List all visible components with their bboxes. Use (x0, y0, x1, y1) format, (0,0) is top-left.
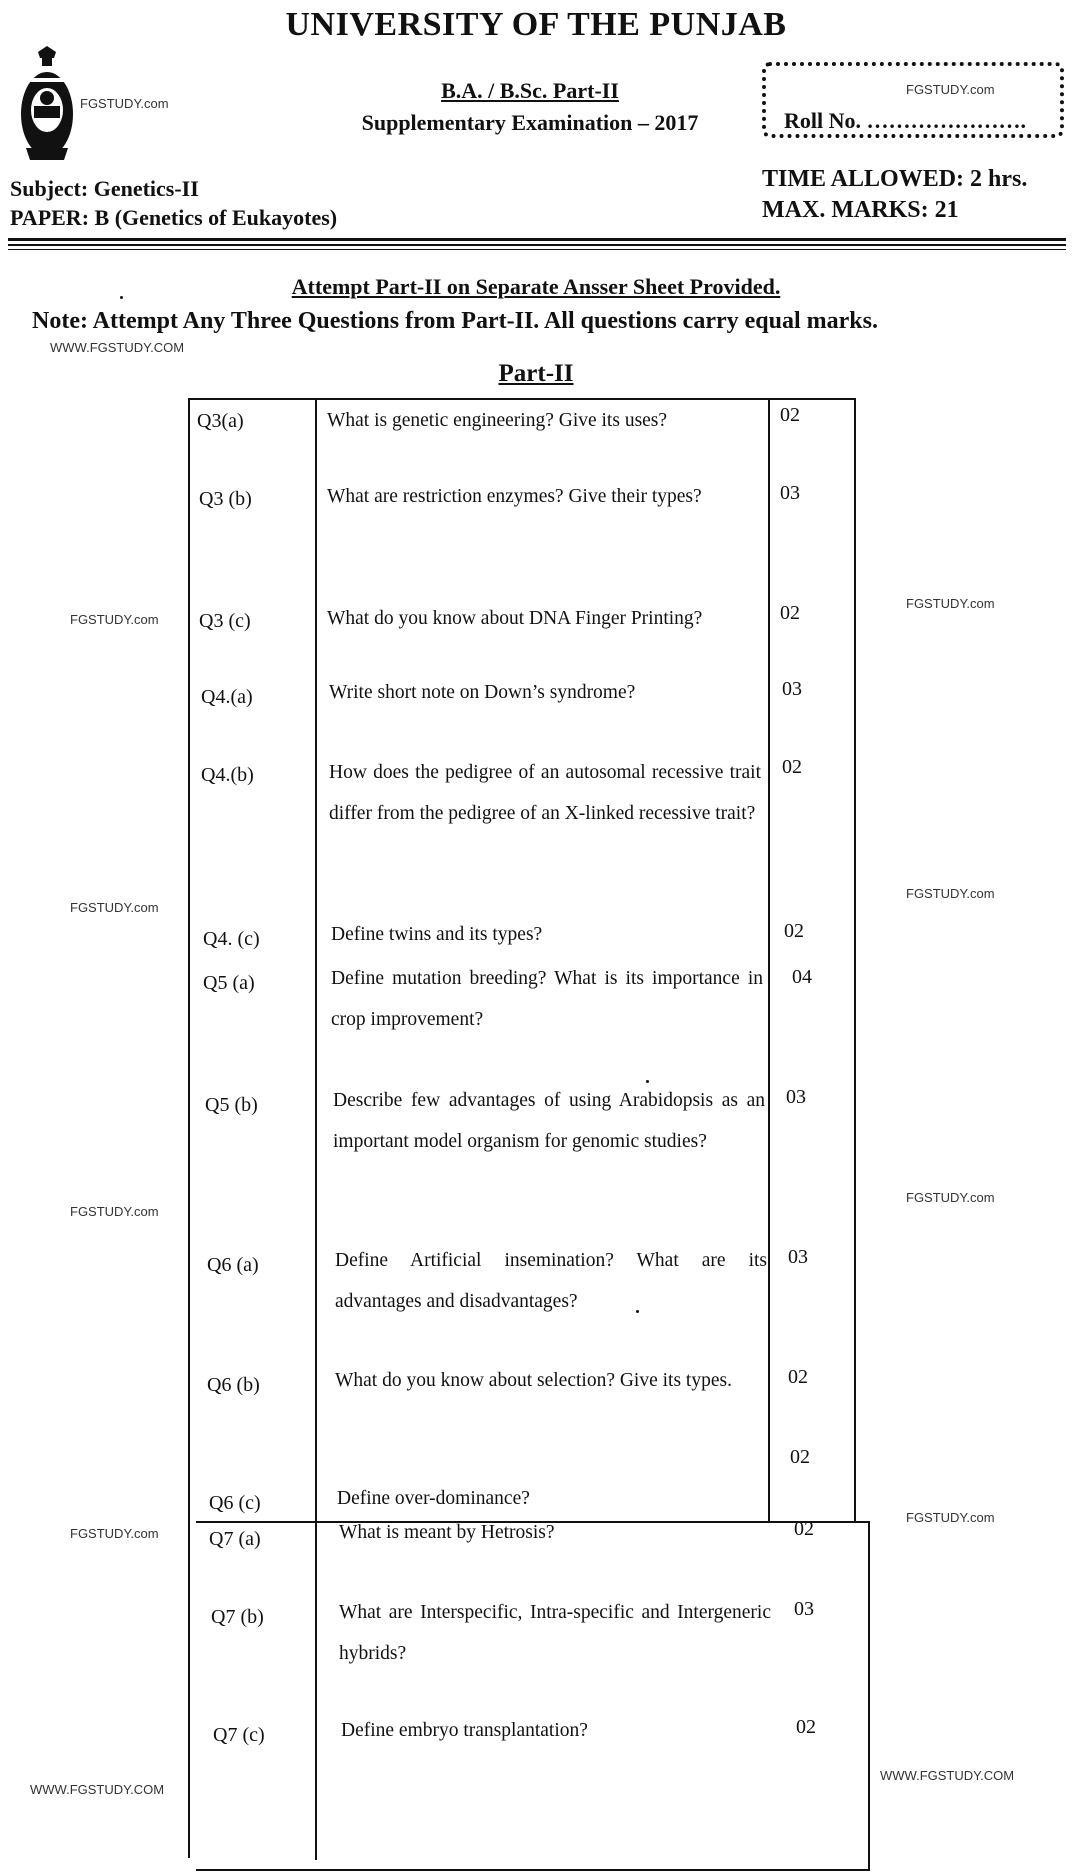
watermark-text: WWW.FGSTUDY.COM (50, 340, 185, 355)
question-number: Q4. (c) (203, 928, 260, 950)
question-number: Q7 (a) (209, 1528, 261, 1550)
table-right-border (854, 398, 856, 1522)
question-marks: 02 (796, 1716, 816, 1738)
question-number: Q4.(a) (201, 686, 253, 708)
watermark-text: FGSTUDY.com (70, 900, 159, 915)
table-bottom-border (196, 1869, 870, 1871)
watermark-text: FGSTUDY.com (80, 96, 169, 111)
question-marks: 02 (790, 1446, 810, 1468)
university-title: UNIVERSITY OF THE PUNJAB (285, 6, 787, 43)
watermark-text: FGSTUDY.com (70, 1526, 159, 1541)
question-text: What are Interspecific, Intra-specific and Intergeneric hybrids? (339, 1602, 771, 1664)
question-number: Q5 (b) (205, 1094, 258, 1116)
table-marks-divider (768, 398, 770, 1522)
watermark-text: FGSTUDY.com (70, 612, 159, 627)
question-text: What do you know about DNA Finger Printing? (327, 608, 703, 629)
question-number: Q3(a) (197, 410, 244, 432)
question-number: Q3 (b) (199, 488, 252, 510)
question-text: Define Artificial insemination? What are its advantages and disadvantages? (335, 1250, 767, 1312)
question-marks: 02 (780, 404, 800, 426)
attempt-instruction: Attempt Part-II on Separate Ansser Sheet Provided. (291, 274, 781, 299)
question-marks: 02 (794, 1518, 814, 1540)
header-divider (8, 244, 1066, 246)
question-marks: 03 (786, 1086, 806, 1108)
question-number: Q4.(b) (201, 764, 254, 786)
university-crest-icon (18, 44, 76, 164)
watermark-text: FGSTUDY.com (906, 596, 995, 611)
question-marks: 02 (788, 1366, 808, 1388)
part-title: Part-II (498, 360, 574, 387)
watermark-text: FGSTUDY.com (906, 886, 995, 901)
question-text: What is genetic engineering? Give its uses? (327, 410, 668, 431)
question-marks: 03 (788, 1246, 808, 1268)
question-text: What do you know about selection? Give its types. (335, 1370, 732, 1391)
exam-title: Supplementary Examination – 2017 (361, 110, 699, 135)
question-number: Q3 (c) (199, 610, 251, 632)
question-number: Q7 (c) (213, 1724, 265, 1746)
question-number: Q6 (b) (207, 1374, 260, 1396)
question-text: Write short note on Down’s syndrome? (329, 682, 636, 703)
time-allowed: TIME ALLOWED: 2 hrs. (762, 166, 1028, 192)
table-number-divider (315, 398, 317, 1860)
question-number: Q6 (c) (209, 1492, 261, 1514)
paper-label: PAPER: B (Genetics of Eukayotes) (10, 205, 338, 230)
class-title: B.A. / B.Sc. Part-II (441, 78, 619, 103)
watermark-text: FGSTUDY.com (906, 1510, 995, 1525)
watermark-text: FGSTUDY.com (906, 1190, 995, 1205)
note-instruction: Note: Attempt Any Three Questions from Part-II. All questions carry equal marks. (32, 308, 878, 334)
question-text: How does the pedigree of an autosomal recessive trait differ from the pedigree of an X-linked recessive trait? (329, 762, 761, 824)
question-number: Q5 (a) (203, 972, 255, 994)
question-text: Describe few advantages of using Arabidopsis as an important model organism for genomic studies? (333, 1090, 765, 1152)
header-divider (8, 249, 1066, 250)
question-marks: 03 (780, 482, 800, 504)
watermark-text: FGSTUDY.com (70, 1204, 159, 1219)
subject-label: Subject: Genetics-II (10, 176, 199, 201)
question-text: What are restriction enzymes? Give their types? (327, 486, 702, 507)
question-marks: 02 (780, 602, 800, 624)
question-text: Define embryo transplantation? (341, 1720, 588, 1741)
question-text: Define twins and its types? (331, 924, 543, 945)
question-marks: 03 (794, 1598, 814, 1620)
table-lower-right-border (868, 1521, 870, 1871)
question-marks: 02 (782, 756, 802, 778)
question-marks: 03 (782, 678, 802, 700)
question-marks: 04 (792, 966, 812, 988)
question-text: What is meant by Hetrosis? (339, 1522, 555, 1543)
max-marks: MAX. MARKS: 21 (762, 197, 959, 223)
question-marks: 02 (784, 920, 804, 942)
header-divider (8, 238, 1066, 241)
question-text: Define mutation breeding? What is its importance in crop improvement? (331, 968, 763, 1030)
watermark-text: WWW.FGSTUDY.COM (880, 1768, 1015, 1783)
table-left-border (188, 398, 190, 1858)
question-text: Define over-dominance? (337, 1488, 530, 1509)
roll-number-label: Roll No. …………………. (784, 108, 1026, 133)
watermark-text: WWW.FGSTUDY.COM (30, 1782, 165, 1797)
scan-speck (120, 296, 123, 299)
question-number: Q7 (b) (211, 1606, 264, 1628)
question-number: Q6 (a) (207, 1254, 259, 1276)
watermark-text: FGSTUDY.com (906, 82, 995, 97)
